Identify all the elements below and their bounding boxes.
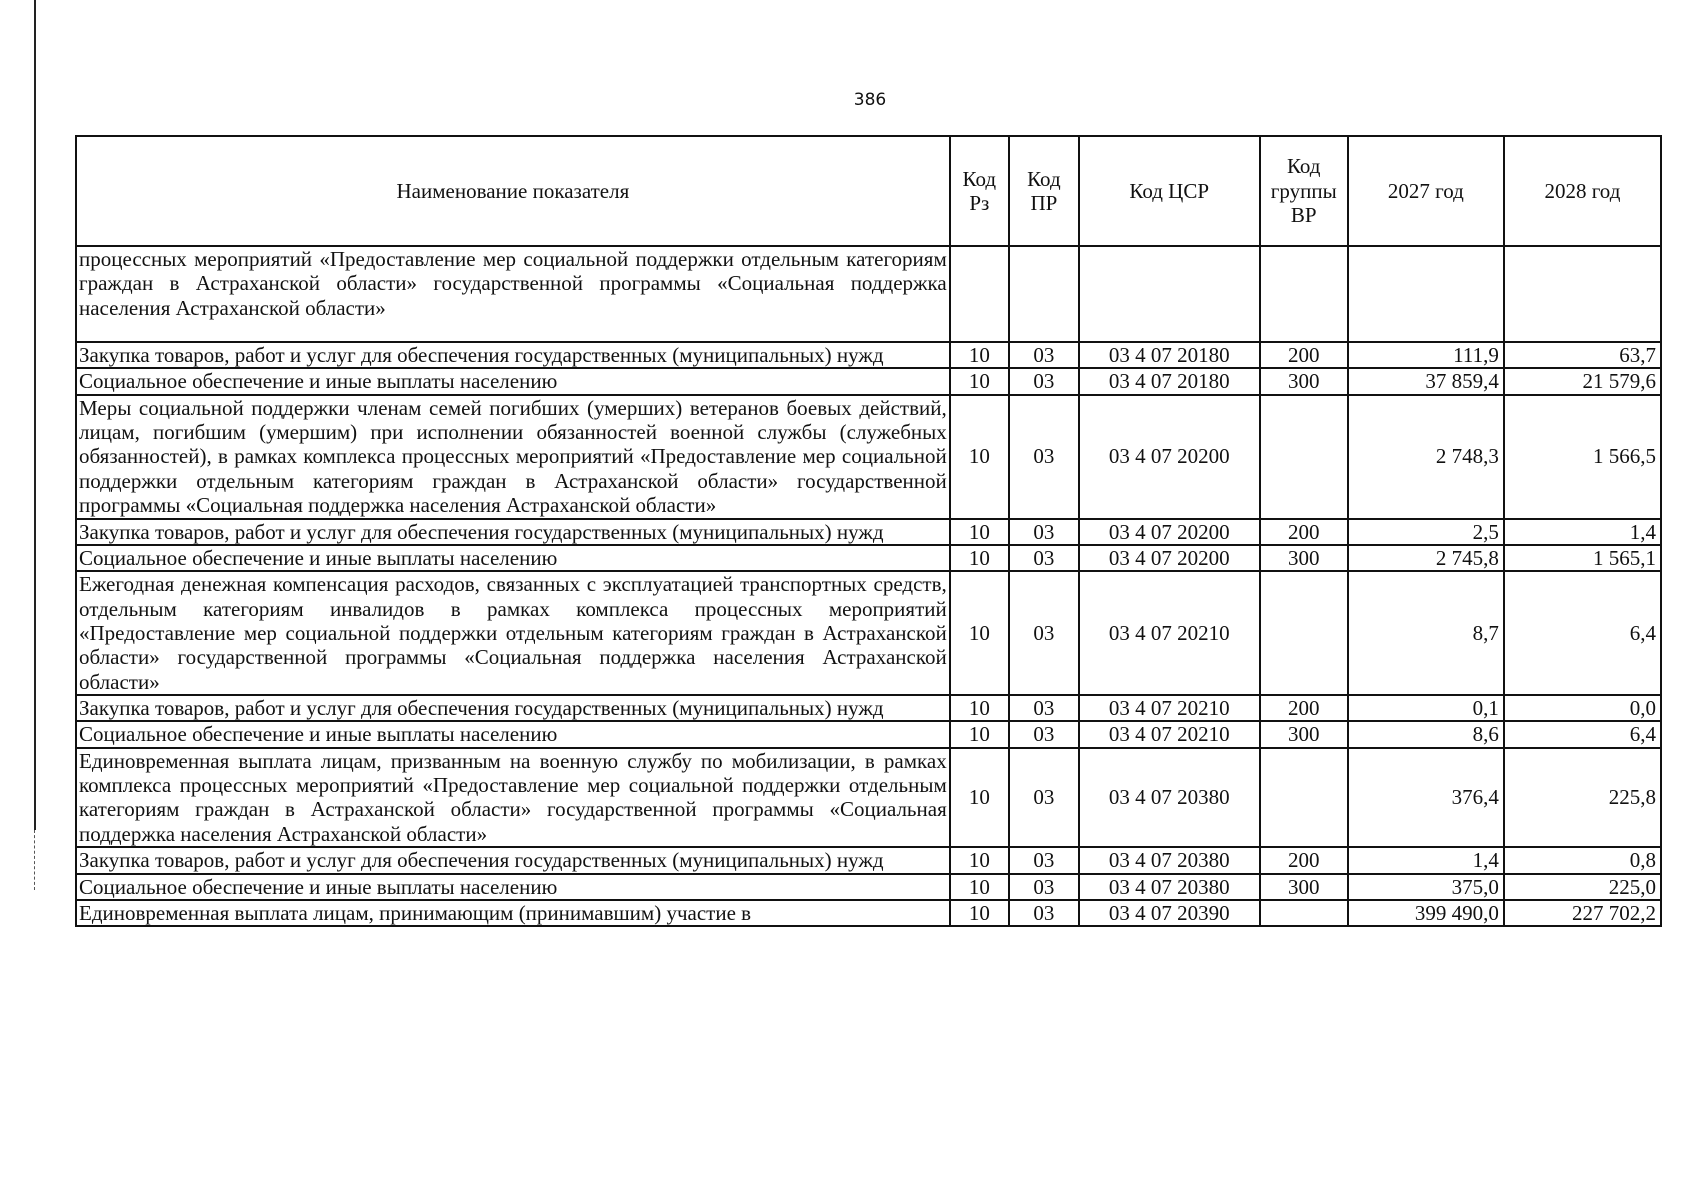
row-csr: 03 4 07 20210	[1079, 721, 1260, 747]
table-row	[76, 342, 1661, 368]
row-csr: 03 4 07 20210	[1079, 695, 1260, 721]
row-pr: 03	[1009, 874, 1079, 900]
row-csr: 03 4 07 20180	[1079, 342, 1260, 368]
row-name: процессных мероприятий «Предоставление мер социальной поддержки отдельным категориям граждан в Астраханской области» государственной программы «Социальная поддержка населения Астраханской области»	[76, 246, 950, 342]
row-vr: 200	[1260, 519, 1348, 545]
row-rz: 10	[950, 519, 1009, 545]
row-2027: 8,6	[1348, 721, 1504, 747]
row-2027: 2 748,3	[1348, 395, 1504, 519]
row-rz: 10	[950, 721, 1009, 747]
header-2028: 2028 год	[1504, 136, 1661, 246]
row-name: Закупка товаров, работ и услуг для обеспечения государственных (муниципальных) нужд	[76, 847, 950, 873]
row-csr: 03 4 07 20390	[1079, 900, 1260, 926]
row-name: Закупка товаров, работ и услуг для обеспечения государственных (муниципальных) нужд	[76, 519, 950, 545]
row-rz: 10	[950, 695, 1009, 721]
row-vr	[1260, 246, 1348, 342]
row-2027: 1,4	[1348, 847, 1504, 873]
row-2028: 6,4	[1504, 721, 1661, 747]
row-pr	[1009, 246, 1079, 342]
row-name: Меры социальной поддержки членам семей погибших (умерших) ветеранов боевых действий, лицам, погибшим (умершим) при исполнении обязанностей военной службы (служебных обязанностей), в рамках комплекса процессных мероприятий «Предоставление мер социальной поддержки отдельным категориям граждан в Астраханской области» государственной программы «Социальная поддержка населения Астраханской области»	[76, 395, 950, 519]
row-pr: 03	[1009, 519, 1079, 545]
table-row	[76, 571, 1661, 695]
row-rz: 10	[950, 368, 1009, 394]
row-2027: 375,0	[1348, 874, 1504, 900]
header-pr: Код ПР	[1009, 136, 1079, 246]
row-pr: 03	[1009, 395, 1079, 519]
row-csr: 03 4 07 20380	[1079, 847, 1260, 873]
left-margin-rule	[34, 0, 36, 830]
row-vr: 300	[1260, 721, 1348, 747]
row-vr: 300	[1260, 874, 1348, 900]
table-row	[76, 545, 1661, 571]
table-row	[76, 874, 1661, 900]
header-2027: 2027 год	[1348, 136, 1504, 246]
row-csr: 03 4 07 20210	[1079, 571, 1260, 695]
row-rz: 10	[950, 874, 1009, 900]
table-row	[76, 900, 1661, 926]
row-2028: 225,8	[1504, 748, 1661, 847]
row-vr: 300	[1260, 368, 1348, 394]
row-name: Социальное обеспечение и иные выплаты населению	[76, 874, 950, 900]
budget-table	[75, 135, 1662, 927]
row-rz: 10	[950, 395, 1009, 519]
row-2027: 37 859,4	[1348, 368, 1504, 394]
row-name: Социальное обеспечение и иные выплаты населению	[76, 721, 950, 747]
row-name: Закупка товаров, работ и услуг для обеспечения государственных (муниципальных) нужд	[76, 342, 950, 368]
row-vr: 200	[1260, 847, 1348, 873]
row-name: Единовременная выплата лицам, принимающим (принимавшим) участие в	[76, 900, 950, 926]
row-2027: 399 490,0	[1348, 900, 1504, 926]
row-name: Закупка товаров, работ и услуг для обеспечения государственных (муниципальных) нужд	[76, 695, 950, 721]
row-name: Единовременная выплата лицам, призванным на военную службу по мобилизации, в рамках комплекса процессных мероприятий «Предоставление мер социальной поддержки отдельным категориям граждан в Астраханской области» государственной программы «Социальная поддержка населения Астраханской области»	[76, 748, 950, 847]
header-rz: Код Рз	[950, 136, 1009, 246]
page-number: 386	[853, 90, 887, 110]
row-csr: 03 4 07 20200	[1079, 395, 1260, 519]
row-rz: 10	[950, 545, 1009, 571]
row-2027: 2 745,8	[1348, 545, 1504, 571]
header-name: Наименование показателя	[76, 136, 950, 246]
row-pr: 03	[1009, 847, 1079, 873]
row-2028: 21 579,6	[1504, 368, 1661, 394]
table-row	[76, 695, 1661, 721]
row-csr	[1079, 246, 1260, 342]
row-pr: 03	[1009, 900, 1079, 926]
row-2028: 1 566,5	[1504, 395, 1661, 519]
row-rz: 10	[950, 900, 1009, 926]
table-header-row	[76, 136, 1661, 246]
row-name: Социальное обеспечение и иные выплаты населению	[76, 368, 950, 394]
header-csr: Код ЦСР	[1079, 136, 1260, 246]
row-2028: 0,0	[1504, 695, 1661, 721]
row-pr: 03	[1009, 695, 1079, 721]
row-2028: 1,4	[1504, 519, 1661, 545]
row-2028: 225,0	[1504, 874, 1661, 900]
row-pr: 03	[1009, 545, 1079, 571]
row-rz	[950, 246, 1009, 342]
row-2028: 0,8	[1504, 847, 1661, 873]
row-pr: 03	[1009, 748, 1079, 847]
table-row	[76, 847, 1661, 873]
header-vr: Код группы ВР	[1260, 136, 1348, 246]
row-2027: 8,7	[1348, 571, 1504, 695]
row-pr: 03	[1009, 342, 1079, 368]
row-2028: 1 565,1	[1504, 545, 1661, 571]
row-name: Социальное обеспечение и иные выплаты населению	[76, 545, 950, 571]
row-rz: 10	[950, 748, 1009, 847]
row-vr	[1260, 900, 1348, 926]
row-csr: 03 4 07 20200	[1079, 545, 1260, 571]
table-row	[76, 246, 1661, 342]
row-vr	[1260, 748, 1348, 847]
row-name: Ежегодная денежная компенсация расходов, связанных с эксплуатацией транспортных средств, отдельным категориям инвалидов в рамках комплекса процессных мероприятий «Предоставление мер социальной поддержки отдельным категориям граждан в Астраханской области» государственной программы «Социальная поддержка населения Астраханской области»	[76, 571, 950, 695]
row-pr: 03	[1009, 721, 1079, 747]
row-vr: 200	[1260, 342, 1348, 368]
row-pr: 03	[1009, 368, 1079, 394]
table-row	[76, 721, 1661, 747]
row-2028	[1504, 246, 1661, 342]
row-2028: 63,7	[1504, 342, 1661, 368]
row-rz: 10	[950, 847, 1009, 873]
row-rz: 10	[950, 571, 1009, 695]
row-vr	[1260, 571, 1348, 695]
row-csr: 03 4 07 20180	[1079, 368, 1260, 394]
row-2027: 2,5	[1348, 519, 1504, 545]
row-2028: 227 702,2	[1504, 900, 1661, 926]
table-row	[76, 395, 1661, 519]
row-2028: 6,4	[1504, 571, 1661, 695]
row-vr	[1260, 395, 1348, 519]
table-row	[76, 368, 1661, 394]
row-2027: 111,9	[1348, 342, 1504, 368]
row-csr: 03 4 07 20380	[1079, 748, 1260, 847]
row-2027: 376,4	[1348, 748, 1504, 847]
row-csr: 03 4 07 20200	[1079, 519, 1260, 545]
row-csr: 03 4 07 20380	[1079, 874, 1260, 900]
table-row	[76, 748, 1661, 847]
table-row	[76, 519, 1661, 545]
row-rz: 10	[950, 342, 1009, 368]
row-vr: 300	[1260, 545, 1348, 571]
row-2027	[1348, 246, 1504, 342]
row-pr: 03	[1009, 571, 1079, 695]
row-vr: 200	[1260, 695, 1348, 721]
left-margin-dashes	[34, 830, 36, 890]
row-2027: 0,1	[1348, 695, 1504, 721]
